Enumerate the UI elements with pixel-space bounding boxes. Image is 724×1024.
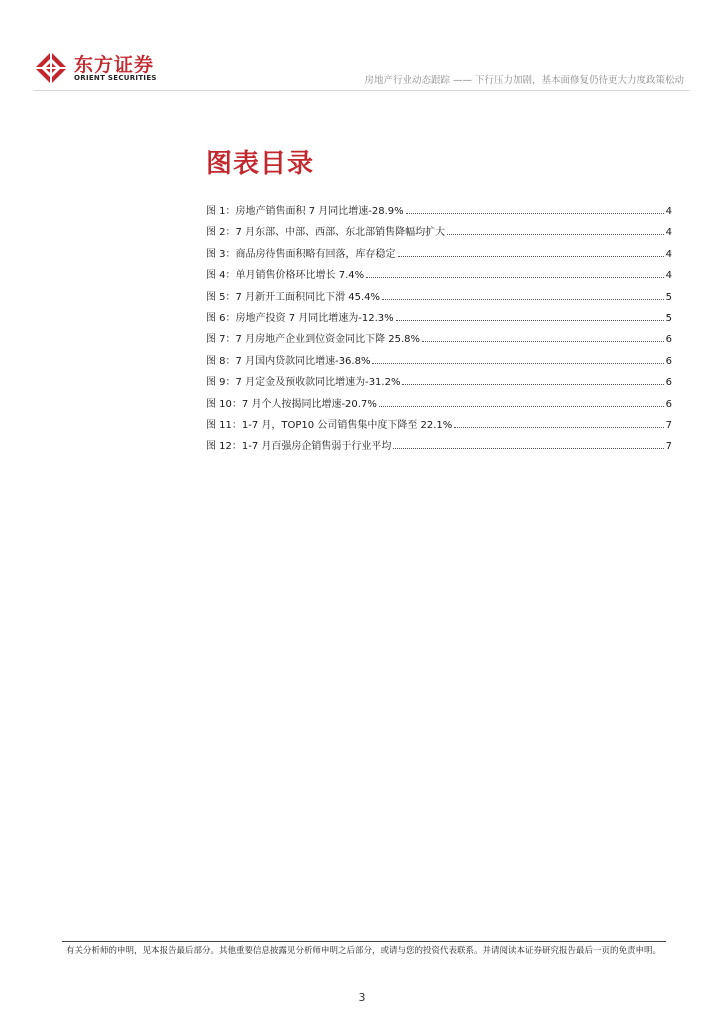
toc-entry-label: 图 12：1-7 月百强房企销售弱于行业平均: [206, 441, 392, 453]
toc-entry-page: 5: [665, 291, 672, 303]
toc-entry-page: 4: [665, 227, 672, 239]
toc-leader-dots: [398, 255, 664, 257]
toc-entry-label: 图 10：7 月个人按揭同比增速-20.7%: [206, 398, 377, 410]
toc-entry[interactable]: [206, 309, 672, 330]
footer-divider: [62, 941, 666, 942]
toc-leader-dots: [379, 405, 664, 407]
toc-entry-page: 7: [665, 419, 672, 431]
toc-entry-page: 4: [665, 270, 672, 282]
toc-leader-dots: [402, 383, 663, 385]
toc-entry[interactable]: [206, 416, 672, 437]
toc-entry-page: 6: [665, 377, 672, 389]
toc-entry-label: 图 6：房地产投资 7 月同比增速为-12.3%: [206, 312, 394, 324]
toc-list: [206, 202, 672, 459]
toc-leader-dots: [454, 426, 663, 428]
toc-entry-label: 图 4：单月销售价格环比增长 7.4%: [206, 270, 365, 282]
toc-entry-page: 6: [665, 398, 672, 410]
toc-entry-label: 图 7：7 月房地产企业到位资金同比下降 25.8%: [206, 334, 421, 346]
page-number: 3: [358, 991, 366, 1004]
toc-entry-page: 4: [665, 206, 672, 217]
toc-entry[interactable]: [206, 437, 672, 458]
toc-entry-page: 6: [665, 355, 672, 367]
toc-entry-label: 图 2：7 月东部、中部、西部、东北部销售降幅均扩大: [206, 227, 446, 239]
toc-entry-label: 图 1：房地产销售面积 7 月同比增速-28.9%: [206, 206, 404, 217]
running-header-title: 房地产行业动态跟踪 —— 下行压力加剧，基本面修复仍待更大力度政策松动: [364, 75, 684, 86]
logo-chinese-name: 东方证券: [74, 54, 155, 76]
footer-disclaimer: 有关分析师的申明，见本报告最后部分。其他重要信息披露见分析师申明之后部分，或请与您的投资代表联系。并请阅读本证券研究报告最后一页的免责申明。: [66, 946, 662, 956]
toc-entry[interactable]: [206, 266, 672, 287]
toc-entry-label: 图 3：商品房待售面积略有回落，库存稳定: [206, 248, 396, 260]
toc-entry[interactable]: [206, 202, 672, 223]
logo-english-name: ORIENT SECURITIES: [74, 74, 157, 82]
toc-leader-dots: [447, 233, 664, 235]
toc-entry[interactable]: [206, 330, 672, 351]
toc-entry-page: 4: [665, 248, 672, 260]
toc-entry-label: 图 11：1-7 月，TOP10 公司销售集中度下降至 22.1%: [206, 419, 453, 431]
toc-entry[interactable]: [206, 373, 672, 394]
header-divider: [34, 90, 690, 91]
toc-entry[interactable]: [206, 352, 672, 373]
toc-entry[interactable]: [206, 288, 672, 309]
toc-entry-label: 图 5：7 月新开工面积同比下滑 45.4%: [206, 291, 381, 303]
toc-leader-dots: [406, 212, 664, 214]
toc-title: 图表目录: [206, 149, 315, 179]
toc-entry-page: 7: [665, 441, 672, 453]
company-logo: [34, 48, 164, 88]
toc-entry[interactable]: [206, 245, 672, 266]
orient-securities-logo-icon: [34, 51, 68, 85]
toc-entry-label: 图 9：7 月定金及预收款同比增速为-31.2%: [206, 377, 401, 389]
toc-entry-page: 5: [665, 312, 672, 324]
toc-leader-dots: [396, 319, 664, 321]
toc-leader-dots: [382, 298, 664, 300]
toc-entry[interactable]: [206, 395, 672, 416]
toc-leader-dots: [393, 447, 663, 449]
toc-leader-dots: [422, 340, 664, 342]
toc-entry-label: 图 8：7 月国内贷款同比增速-36.8%: [206, 355, 371, 367]
toc-leader-dots: [366, 276, 664, 278]
toc-entry-page: 6: [665, 334, 672, 346]
toc-leader-dots: [372, 362, 663, 364]
toc-entry[interactable]: [206, 223, 672, 244]
